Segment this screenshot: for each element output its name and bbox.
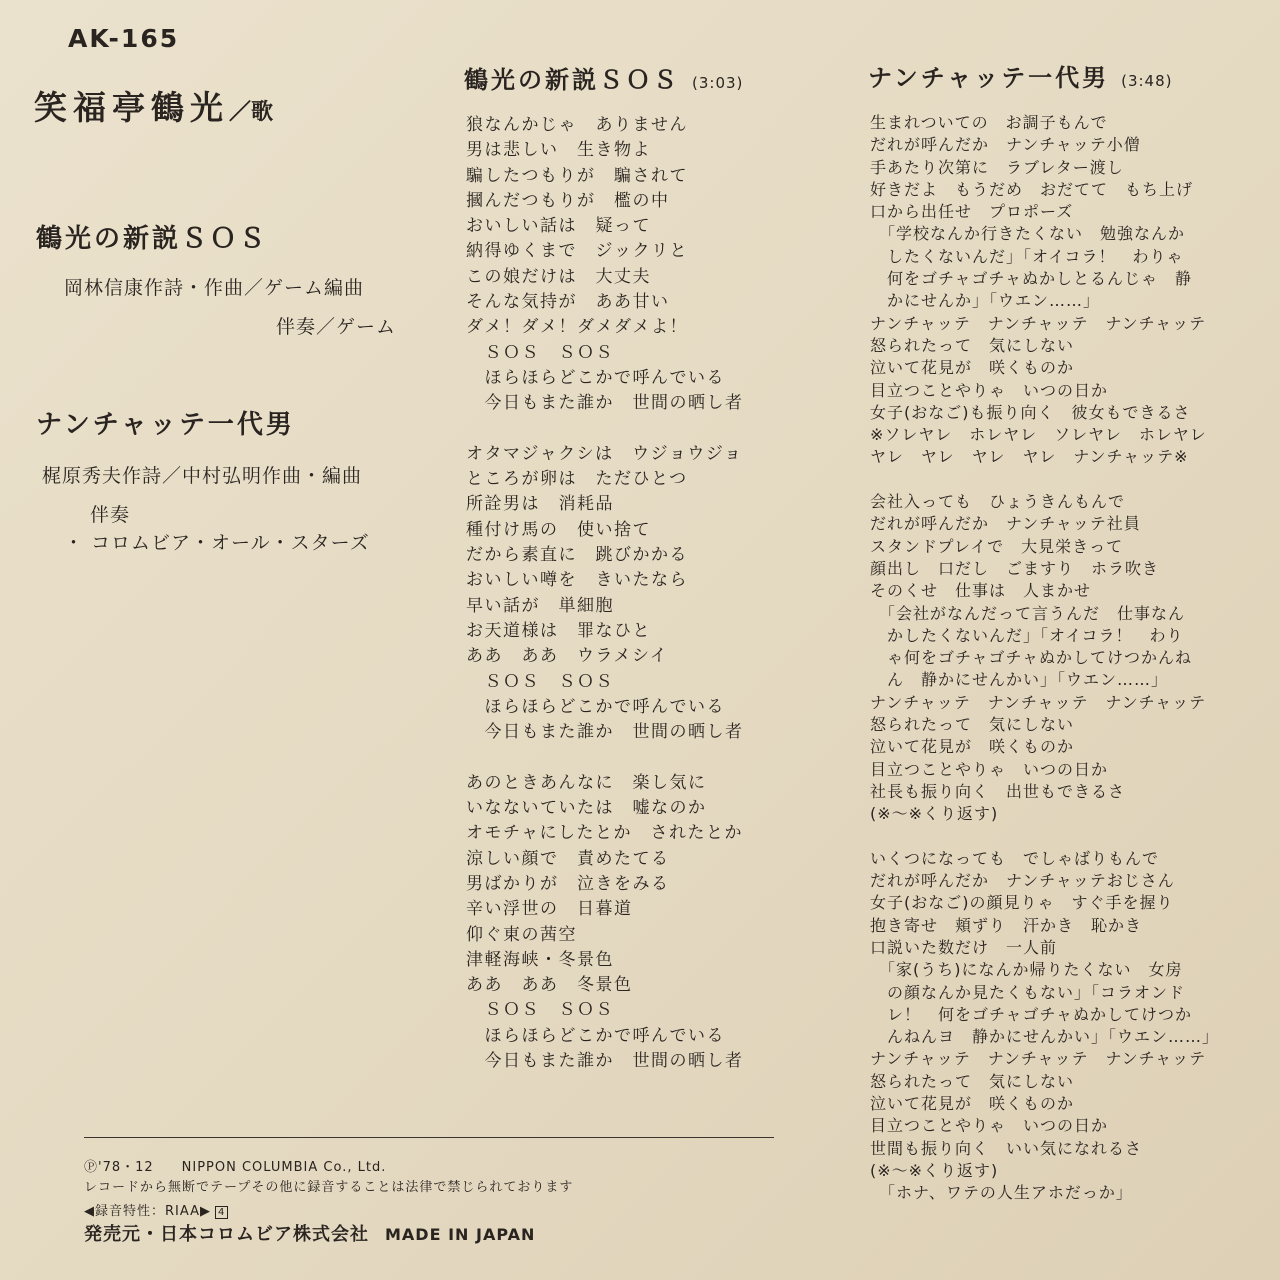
lyric-line: 女子(おなご)も振り向く 彼女もできるさ <box>870 402 1191 422</box>
lyric-line: ナンチャッテ ナンチャッテ ナンチャッテ <box>870 313 1207 333</box>
lyric-line: 今日もまた誰か 世間の晒し者 <box>466 393 744 414</box>
song1-heading <box>464 60 743 95</box>
lyric-line: いなないていたは 嘘なのか <box>466 798 707 819</box>
distributor: 発売元・日本コロムビア株式会社 <box>84 1224 369 1245</box>
lyric-line: スタンドプレイで 大見栄きって <box>870 536 1124 556</box>
lyric-line: おいしい話は 疑って <box>466 216 651 237</box>
lyric-line: 早い話が 単細胞 <box>466 595 614 616</box>
footer-copyright: Ⓟ'78・12 NIPPON COLUMBIA Co., Ltd. <box>84 1160 387 1175</box>
song1-duration: (3:03) <box>692 74 744 92</box>
left-song2-credit2: 伴奏 <box>90 504 131 526</box>
lyric-line: (※～※くり返す) <box>870 1160 999 1180</box>
song1-lyrics <box>466 113 744 1074</box>
lyric-line: ああ ああ ウラメシイ <box>466 646 669 667</box>
lyric-line: 津軽海峡・冬景色 <box>466 949 614 970</box>
lyric-line: かにせんか」「ウエン……」 <box>870 291 1101 311</box>
lyric-line: 口説いた数だけ 一人前 <box>870 937 1058 957</box>
lyric-line: お天道様は 罪なひと <box>466 620 651 641</box>
song1-title: 鶴光の新説ＳＯＳ <box>464 66 680 94</box>
stanza-gap <box>466 745 744 770</box>
lyric-line: 会社入っても ひょうきんもんで <box>870 492 1126 512</box>
lyric-line: 手あたり次第に ラブレター渡し <box>870 157 1124 177</box>
footer-divider <box>84 1137 774 1138</box>
lyric-line: そのくせ 仕事は 人まかせ <box>870 581 1092 601</box>
lyric-line: んねんヨ 静かにせんかい」「ウエン……」 <box>870 1027 1220 1047</box>
lyric-line: オタマジャクシは ウジョウジョ <box>466 443 743 464</box>
lyric-line: 社長も振り向く 出世もできるさ <box>870 781 1126 801</box>
lyric-line: 女子(おなご)の顔見りゃ すぐ手を握り <box>870 893 1174 913</box>
footer-recording <box>84 1200 228 1219</box>
lyric-line: 涼しい顔で 責めたてる <box>466 848 670 869</box>
lyric-line: ほらほらどこかで呼んでいる <box>466 696 725 717</box>
left-song1-title: 鶴光の新説ＳＯＳ <box>36 224 269 254</box>
lyric-line: 怒られたって 気にしない <box>870 715 1075 735</box>
lyric-line: 所詮男は 消耗品 <box>466 494 614 515</box>
lyric-line: 顔出し 口だし ごますり ホラ吹き <box>870 558 1160 578</box>
lyric-line: 辛い浮世の 日暮道 <box>466 899 633 920</box>
artist-name: 笑福亭鶴光 <box>34 88 229 127</box>
artist-role: ／歌 <box>229 100 274 125</box>
lyric-line: ＳＯＳ ＳＯＳ <box>466 1000 614 1021</box>
lyric-line: ん 静かにせんかい」「ウエン……」 <box>870 670 1169 690</box>
lyric-line: 泣いて花見が 咲くものか <box>870 358 1075 378</box>
lyric-line: だれが呼んだか ナンチャッテ小僧 <box>870 135 1141 155</box>
left-song2-credit1: 梶原秀夫作詩／中村弘明作曲・編曲 <box>42 465 363 487</box>
lyric-line: 男は悲しい 生き物よ <box>466 140 651 161</box>
lyric-line: 今日もまた誰か 世間の晒し者 <box>466 1050 744 1071</box>
song2-duration: (3:48) <box>1121 72 1173 90</box>
lyric-line: ほらほらどこかで呼んでいる <box>466 1025 725 1046</box>
lyric-line: ＳＯＳ ＳＯＳ <box>466 342 614 363</box>
lyric-line: 泣いて花見が 咲くものか <box>870 1094 1075 1114</box>
left-song2-credit3: ・ コロムビア・オール・スターズ <box>64 532 370 554</box>
lyric-line: 世間も振り向く いい気になれるさ <box>870 1138 1143 1158</box>
lyric-line: ああ ああ 冬景色 <box>466 975 633 996</box>
lyric-line: 「ホナ、ワテの人生アホだっか」 <box>870 1183 1133 1203</box>
song2-lyrics <box>870 112 1219 1205</box>
lyric-line: 「家(うち)になんか帰りたくない 女房 <box>870 960 1183 980</box>
lyric-line: 目立つことやりゃ いつの日か <box>870 759 1109 779</box>
song2-heading <box>868 58 1172 93</box>
lyric-line: かしたくないんだ」「オイコラ！ わり <box>870 625 1184 645</box>
lyric-line: 騙したつもりが 騙されて <box>466 165 688 186</box>
lyric-line: 口から出任せ プロポーズ <box>870 202 1074 222</box>
lyric-line: ナンチャッテ ナンチャッテ ナンチャッテ <box>870 1049 1207 1069</box>
recording-characteristic: ◀録音特性：RIAA▶ <box>84 1204 212 1219</box>
lyric-line: ゃ何をゴチャゴチャぬかしてけつかんね <box>870 648 1193 668</box>
footer-notice: レコードから無断でテープその他に録音することは法律で禁じられております <box>84 1180 574 1195</box>
lyric-line: 男ばかりが 泣きをみる <box>466 873 670 894</box>
lyric-line: 摑んだつもりが 檻の中 <box>466 190 670 211</box>
catalog-number: AK-165 <box>68 24 180 53</box>
lyric-line: ほらほらどこかで呼んでいる <box>466 367 725 388</box>
lyric-line: 泣いて花見が 咲くものか <box>870 737 1075 757</box>
lyric-line: ※ソレヤレ ホレヤレ ソレヤレ ホレヤレ <box>870 425 1207 445</box>
stanza-gap <box>870 826 1219 848</box>
made-in: MADE IN JAPAN <box>385 1225 536 1244</box>
lyric-line: 「会社がなんだって言うんだ 仕事なん <box>870 603 1186 623</box>
artist-heading <box>34 82 273 129</box>
lyric-line: おいしい噂を きいたなら <box>466 570 688 591</box>
left-song1-credit2: 伴奏／ゲーム <box>276 316 397 338</box>
lyric-line: したくないんだ」「オイコラ！ わりゃ <box>870 246 1184 266</box>
lyric-line: ところが卵は ただひとつ <box>466 469 688 490</box>
lyric-line: 怒られたって 気にしない <box>870 1071 1075 1091</box>
lyric-line: 生まれついての お調子もんで <box>870 113 1108 132</box>
lyric-line: 今日もまた誰か 世間の晒し者 <box>466 722 744 743</box>
lyric-line: いくつになっても でしゃばりもんで <box>870 848 1160 868</box>
lyric-line: だから素直に 跳びかかる <box>466 545 688 566</box>
left-song2-title: ナンチャッテ一代男 <box>36 410 295 440</box>
lyric-line: ＳＯＳ ＳＯＳ <box>466 671 614 692</box>
left-song1-credit1: 岡林信康作詩・作曲／ゲーム編曲 <box>64 277 365 299</box>
lyric-line: ナンチャッテ ナンチャッテ ナンチャッテ <box>870 692 1207 712</box>
lyric-line: だれが呼んだか ナンチャッテ社員 <box>870 514 1141 534</box>
lyric-line: だれが呼んだか ナンチャッテおじさん <box>870 871 1175 891</box>
lyric-line: 抱き寄せ 頬ずり 汗かき 恥かき <box>870 915 1143 935</box>
lyric-line: 仰ぐ東の茜空 <box>466 924 577 945</box>
lyric-line: そんな気持が ああ甘い <box>466 292 670 313</box>
lyric-line: ヤレ ヤレ ヤレ ヤレ ナンチャッテ※ <box>870 447 1189 467</box>
lyric-line: オモチャにしたとか されたとか <box>466 823 743 844</box>
lyric-line: 目立つことやりゃ いつの日か <box>870 1116 1109 1136</box>
lyric-line: レ！ 何をゴチャゴチャぬかしてけつか <box>870 1004 1193 1024</box>
lyric-line: あのときあんなに 楽し気に <box>466 772 707 793</box>
lyric-line: 狼なんかじゃ ありません <box>466 115 688 135</box>
stanza-gap <box>870 469 1219 491</box>
recording-mark: 4 <box>215 1206 228 1219</box>
lyric-line: の顔なんか見たくもない」「コラオンド <box>870 982 1186 1002</box>
lyric-line: (※～※くり返す) <box>870 804 999 824</box>
lyric-line: 種付け馬の 使い捨て <box>466 519 651 540</box>
footer-distributor-line <box>84 1220 535 1246</box>
lyric-line: 何をゴチャゴチャぬかしとるんじゃ 静 <box>870 269 1193 289</box>
lyric-line: この娘だけは 大丈夫 <box>466 266 651 287</box>
lyric-line: ダメ！ダメ！ダメダメよ！ <box>466 317 688 338</box>
lyric-line: 目立つことやりゃ いつの日か <box>870 380 1109 400</box>
lyric-line: 納得ゆくまで ジックリと <box>466 241 688 262</box>
stanza-gap <box>466 417 744 442</box>
lyric-line: 好きだよ もうだめ おだてて もち上げ <box>870 179 1194 199</box>
lyric-line: 怒られたって 気にしない <box>870 335 1075 355</box>
song2-title: ナンチャッテ一代男 <box>868 64 1110 92</box>
lyric-line: 「学校なんか行きたくない 勉強なんか <box>870 224 1186 244</box>
